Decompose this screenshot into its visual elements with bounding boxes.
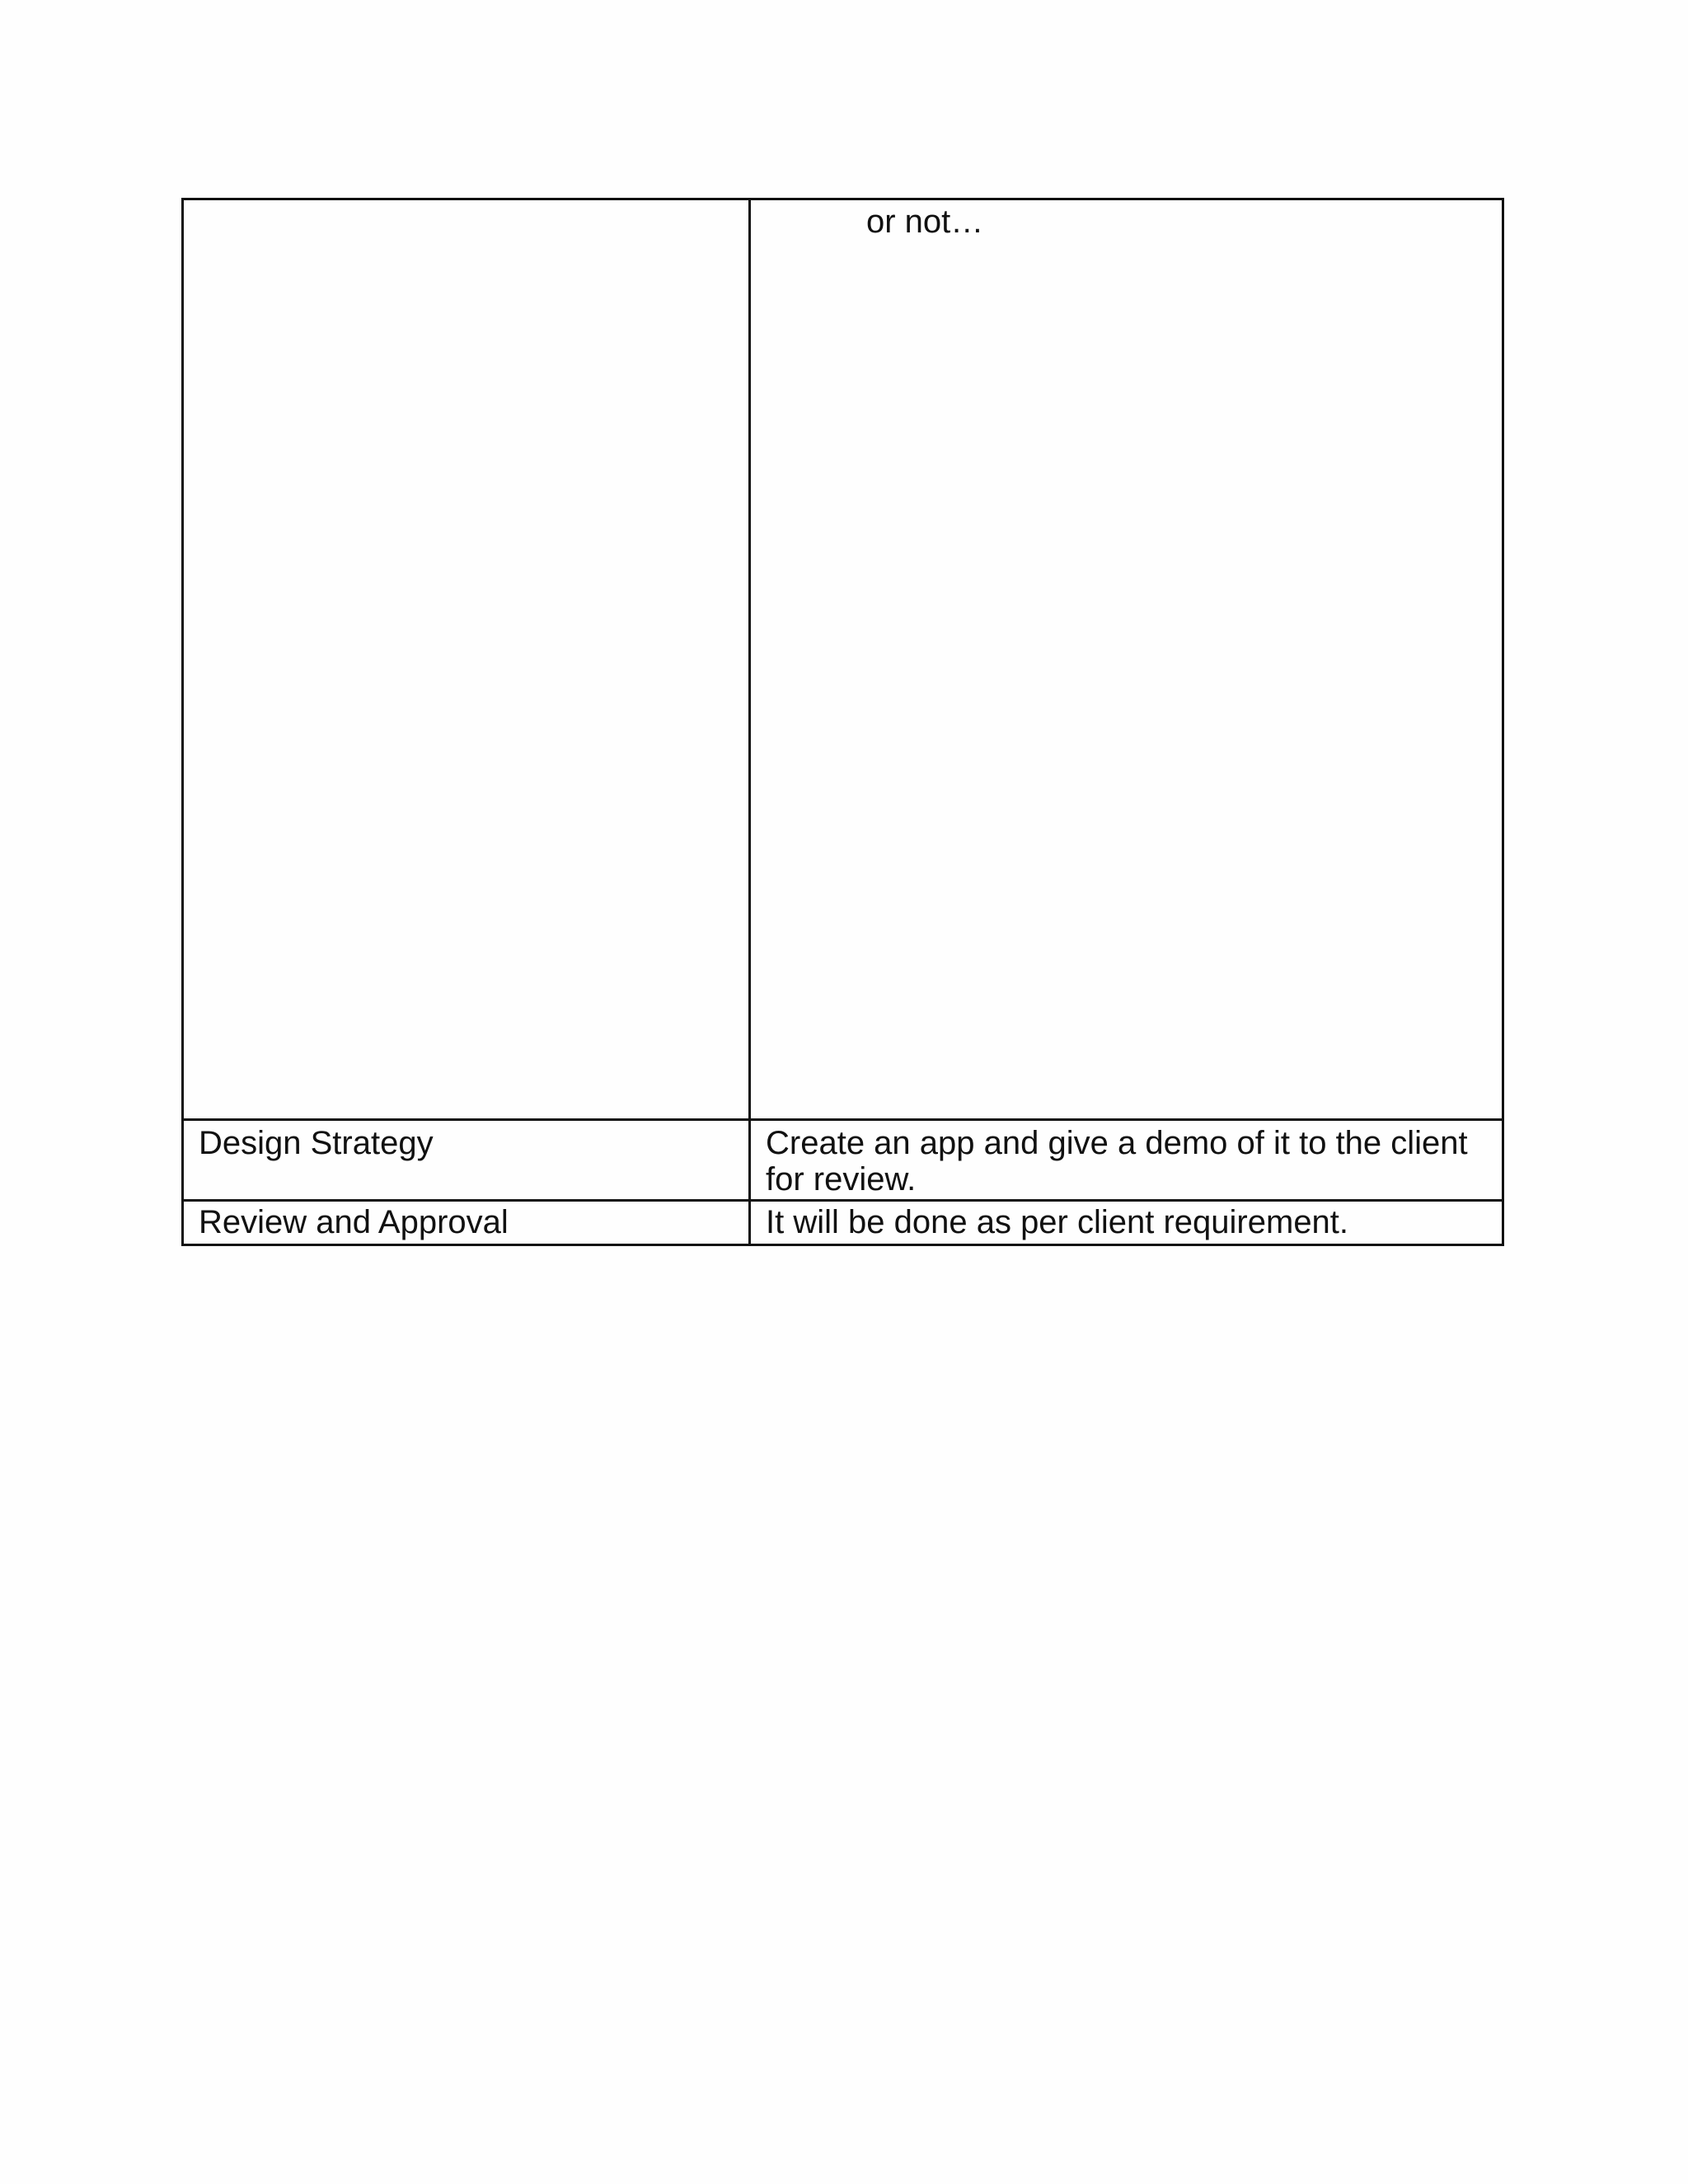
strategy-table xyxy=(181,198,1504,1246)
table-row xyxy=(183,1201,1503,1245)
row-description: It will be done as per client requirement. xyxy=(766,1204,1349,1240)
table-row xyxy=(183,1120,1503,1201)
row-label: Review and Approval xyxy=(199,1204,509,1240)
table-cell-label xyxy=(183,1201,750,1245)
table-cell-label xyxy=(183,1120,750,1201)
table-cell-description xyxy=(750,199,1503,1120)
row-label: Design Strategy xyxy=(199,1125,434,1161)
row-description: or not… xyxy=(866,204,984,240)
table-cell-description xyxy=(750,1120,1503,1201)
table-cell-label xyxy=(183,199,750,1120)
table-row xyxy=(183,199,1503,1120)
row-description: Create an app and give a demo of it to the client for review. xyxy=(766,1125,1468,1197)
table-cell-description xyxy=(750,1201,1503,1245)
